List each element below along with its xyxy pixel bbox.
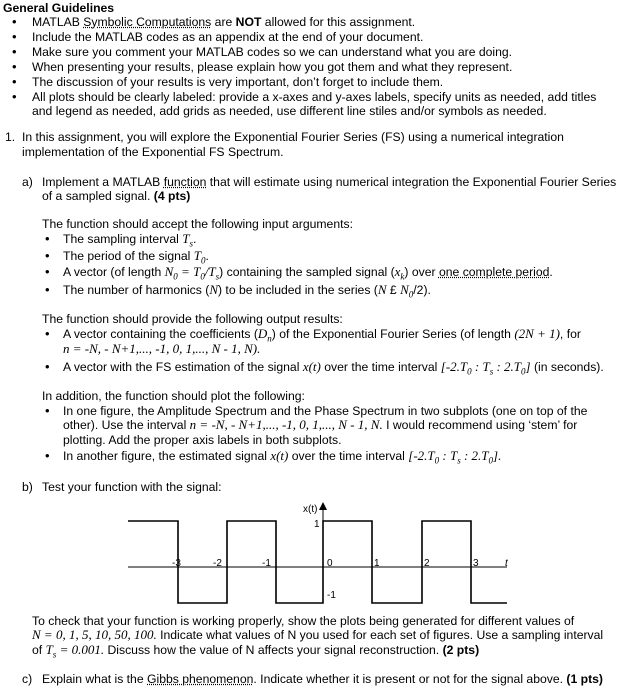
y-label: x(t) — [303, 504, 318, 515]
plot-item-cont: other). Use the interval n = -N, - N+1,..., -1, 0, 1,..., N - 1, N. I would recommend using ‘stem’ for — [63, 417, 578, 432]
input-arg: A vector (of length $N_0 = T_0/T_s$) containing the sampled signal $(x_k)$ over one complete period. — [63, 264, 553, 282]
guideline-item: The discussion of your results is very important, don’t forget to include them. — [32, 75, 444, 89]
x-tick: 1 — [374, 558, 380, 569]
x-tick: 3 — [473, 558, 479, 569]
part-b-text: Test your function with the signal: — [42, 480, 222, 494]
x-axis-label: t — [505, 558, 508, 569]
gibbs-phenomenon-link[interactable]: Gibbs phenomenon — [147, 672, 254, 686]
plot-item-cont: plotting. Add the proper axis labels in both subplots. — [63, 433, 342, 447]
x-tick: 2 — [424, 558, 430, 569]
output-item: A vector with the FS estimation of the signal x(t) over the time interval [$-2.T_0$ : $T_s$ : $2.T_0$] (in seconds). — [63, 359, 604, 377]
guideline-item: Include the MATLAB codes as an appendix at the end of your document. — [32, 30, 424, 44]
bullet: • — [45, 264, 50, 279]
bullet: • — [12, 59, 17, 74]
question-text-cont: implementation of the Exponential FS Spectrum. — [22, 145, 284, 159]
check-text-cont: N = 0, 1, 5, 10, 50, 100. Indicate what values of N you used for each set of figures. Use a sampling interval — [32, 627, 604, 642]
guideline-item: All plots should be clearly labeled: provide a x-axes and y-axes labels, specify units as needed, add titles — [32, 90, 597, 104]
check-text-cont: of $T_s = 0.001$. Discuss how the value of N affects your signal reconstruction. (2 pts) — [32, 642, 480, 660]
y-tick-1: 1 — [314, 519, 320, 530]
part-c-label: c) — [22, 672, 33, 686]
part-a-label: a) — [22, 175, 33, 189]
guidelines-title: General Guidelines — [3, 1, 115, 15]
part-c-text: Explain what is the Gibbs phenomenon. Indicate whether it is present or not for the signal above. (1 pts) — [42, 672, 603, 686]
bullet: • — [45, 359, 50, 374]
function-link[interactable]: function — [163, 175, 207, 189]
x-tick: -3 — [172, 558, 181, 569]
points: (1 pts) — [566, 672, 603, 686]
check-text: To check that your function is working properly, show the plots being generated for different values of — [32, 614, 575, 628]
x-tick: 0 — [327, 558, 333, 569]
input-arg: The number of harmonics (N) to be included in the series (N £ $N_0/2$). — [63, 282, 431, 300]
part-b-label: b) — [22, 480, 33, 494]
bullet: • — [12, 29, 17, 44]
outputs-intro: The function should provide the following output results: — [42, 312, 343, 326]
plot-intro: In addition, the function should plot the following: — [42, 389, 305, 403]
bullet: • — [12, 14, 17, 29]
plot-item: In one figure, the Amplitude Spectrum and the Phase Spectrum in two subplots (one on top of the — [63, 404, 588, 418]
bullet: • — [45, 403, 50, 418]
bullet: • — [12, 74, 17, 89]
output-item: A vector containing the coefficients $(D_n)$ of the Exponential Fourier Series (of length (2N + 1), for — [63, 326, 581, 344]
x-tick: -2 — [213, 558, 222, 569]
guideline-item: Make sure you comment your MATLAB codes so we can understand what you are doing. — [32, 45, 513, 59]
part-a-text: Implement a MATLAB function that will estimate using numerical integration the Exponential Fourier Series — [42, 175, 617, 189]
guideline-item: MATLAB Symbolic Computations are NOT allowed for this assignment. — [32, 15, 416, 29]
guideline-item-cont: and legend as needed, add grids as needed, use different line stiles and/or symbols as needed. — [32, 104, 547, 118]
guideline-item: When presenting your results, please explain how you got them and what they represent. — [32, 60, 513, 74]
y-axis-arrow — [319, 502, 327, 510]
bullet: • — [45, 326, 50, 341]
points: (2 pts) — [442, 643, 480, 657]
bullet: • — [45, 248, 50, 263]
part-a-text-cont: of a sampled signal. (4 pts) — [42, 189, 191, 203]
bullet: • — [45, 231, 50, 246]
bullet: • — [45, 282, 50, 297]
inputs-intro: The function should accept the following input arguments: — [42, 217, 353, 231]
one-complete-period-link[interactable]: one complete period — [438, 265, 550, 279]
square-wave — [128, 521, 507, 603]
question-text: In this assignment, you will explore the Exponential Fourier Series (FS) using a numerical integration — [22, 130, 564, 144]
y-tick-neg1: -1 — [327, 590, 336, 601]
question-number: 1. — [5, 130, 16, 144]
input-arg: The sampling interval $T_s$. — [63, 231, 197, 249]
x-tick: -1 — [262, 558, 271, 569]
bullet: • — [12, 89, 17, 104]
plot-item: In another figure, the estimated signal x(t) over the time interval [$-2.T_0$ : $T_s$ : $2.T_0$]. — [63, 448, 502, 466]
symbolic-computations-link[interactable]: Symbolic Computations — [83, 15, 212, 29]
points: (4 pts) — [153, 189, 191, 203]
output-item-cont: n = -N, - N+1,..., -1, 0, 1,..., N - 1, N). — [63, 341, 261, 356]
input-arg: The period of the signal $T_0$. — [63, 248, 209, 266]
bullet: • — [12, 44, 17, 59]
bullet: • — [45, 448, 50, 463]
